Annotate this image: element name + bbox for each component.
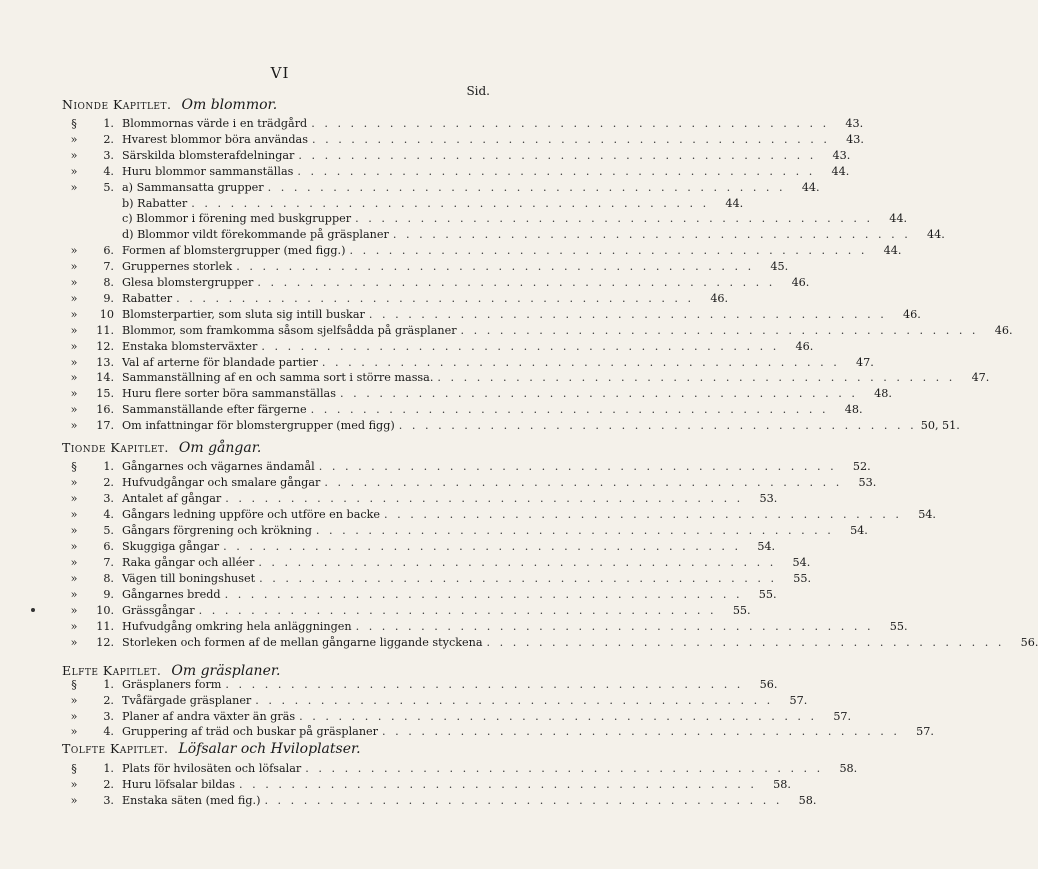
- page-reference: 44.: [725, 196, 744, 210]
- dot-leader: . . . . . . . . . . . . . . . . . . . . . . . . . . . . . . . . . . . . . . . .: [318, 460, 837, 473]
- section-title: Huru blommor sammanställas: [122, 164, 294, 178]
- section-number: 2.: [103, 778, 114, 791]
- section-number: 7.: [103, 260, 114, 274]
- section-mark: »: [70, 620, 78, 633]
- dot-leader: . . . . . . . . . . . . . . . . . . . . . . . . . . . . . . . . . . . . . . . .: [225, 492, 744, 505]
- page-reference: 52.: [852, 460, 871, 473]
- section-number: 1.: [103, 762, 114, 775]
- toc-entry: [62, 355, 874, 372]
- page-reference: 44.: [831, 164, 850, 178]
- section-number: 3.: [103, 709, 114, 723]
- page-reference: 54.: [792, 556, 811, 569]
- page-reference: 55.: [889, 620, 908, 633]
- dot-leader: . . . . . . . . . . . . . . . . . . . . . . . . . . . . . . . . . . . . . . . .: [223, 540, 742, 553]
- section-number: 1.: [103, 678, 114, 691]
- dot-leader: . . . . . . . . . . . . . . . . . . . . . . . . . . . . . . . . . . . . . . . .: [198, 604, 717, 617]
- dot-leader: . . . . . . . . . . . . . . . . . . . . . . . . . . . . . . . . . . . . . . . .: [339, 387, 858, 401]
- chapter-title: Om gångar.: [178, 440, 262, 456]
- section-title: Rabatter: [122, 291, 173, 305]
- section-number: 3.: [103, 794, 114, 807]
- page-reference: 57.: [916, 725, 934, 739]
- dot-leader: . . . . . . . . . . . . . . . . . . . . . . . . . . . . . . . . . . . . . . . .: [255, 693, 774, 707]
- toc-entry: [62, 476, 877, 492]
- section-title: Gruppering af träd och buskar på gräsplaner: [122, 725, 378, 739]
- section-mark: »: [70, 355, 78, 369]
- toc-entry: [62, 180, 820, 197]
- toc-entry: [62, 148, 851, 165]
- toc-entry: [62, 307, 921, 324]
- toc-entry: [62, 228, 945, 244]
- page-reference: 58.: [773, 778, 791, 791]
- section-title: Huru flere sorter böra sammanställas: [122, 387, 336, 401]
- column-header-sid: Sid.: [466, 84, 490, 98]
- section-mark: »: [70, 403, 78, 417]
- dot-leader: . . . . . . . . . . . . . . . . . . . . . . . . . . . . . . . . . . . . . . . .: [321, 355, 840, 369]
- section-number: 1.: [103, 117, 114, 130]
- section-title: Raka gångar och alléer: [122, 556, 255, 569]
- toc-entry: [62, 291, 729, 308]
- section-title: Blommor, som framkomma såsom sjelfsådda på gräsplaner: [122, 323, 457, 337]
- page-reference: 50, 51.: [920, 419, 960, 433]
- section-number: 6.: [103, 244, 114, 258]
- toc-entry: [62, 556, 811, 572]
- dot-leader: . . . . . . . . . . . . . . . . . . . . . . . . . . . . . . . . . . . . . . . .: [191, 196, 710, 210]
- section-number: 4.: [103, 164, 114, 178]
- toc-entry: [62, 460, 871, 476]
- dot-leader: . . . . . . . . . . . . . . . . . . . . . . . . . . . . . . . . . . . . . . . .: [392, 228, 911, 242]
- chapter-label: Elfte Kapitlet.: [62, 663, 162, 678]
- section-mark: »: [70, 339, 78, 353]
- section-title: Antalet af gångar: [122, 492, 222, 505]
- section-title: Vägen till boningshuset: [122, 572, 256, 585]
- section-title: Plats för hvilosäten och löfsalar: [122, 762, 302, 775]
- section-mark: »: [70, 524, 78, 537]
- page-reference: 46.: [791, 276, 810, 289]
- dot-leader: . . . . . . . . . . . . . . . . . . . . . . . . . . . . . . . . . . . . . . . .: [311, 132, 830, 146]
- section-title: Gångarnes bredd: [122, 588, 221, 601]
- page-reference: 57.: [833, 709, 852, 723]
- section-mark: §: [71, 117, 77, 130]
- section-mark: »: [70, 572, 78, 585]
- section-number: 7.: [103, 556, 114, 569]
- section-title: Hufvudgångar och smalare gångar: [122, 476, 321, 489]
- toc-entry: [62, 678, 778, 694]
- section-number: 16.: [96, 403, 114, 417]
- section-title: Sammanställande efter färgerne: [122, 403, 307, 417]
- page-reference: 46.: [903, 307, 921, 321]
- chapter-title: Om gräsplaner.: [171, 663, 281, 679]
- page-reference: 48.: [844, 403, 863, 417]
- section-title: Blomsterpartier, som sluta sig intill buskar: [122, 307, 365, 321]
- dot-leader: . . . . . . . . . . . . . . . . . . . . . . . . . . . . . . . . . . . . . . . .: [355, 212, 874, 226]
- chapter-label: Tolfte Kapitlet.: [62, 741, 169, 756]
- section-title: Huru löfsalar bildas: [122, 778, 235, 791]
- section-title: Hufvudgång omkring hela anläggningen: [122, 620, 352, 633]
- section-mark: »: [70, 164, 78, 178]
- toc-entry: [62, 620, 908, 636]
- stray-ink-dot: [31, 608, 35, 612]
- chapter-label: Tionde Kapitlet.: [62, 440, 169, 455]
- page-reference: 43.: [832, 148, 851, 162]
- section-mark: »: [70, 291, 78, 305]
- section-number: 2.: [103, 132, 114, 146]
- dot-leader: . . . . . . . . . . . . . . . . . . . . . . . . . . . . . . . . . . . . . . . .: [224, 588, 743, 601]
- toc-entry: [62, 604, 751, 620]
- section-title: Om infattningar för blomstergrupper (med figg): [122, 419, 395, 433]
- dot-leader: . . . . . . . . . . . . . . . . . . . . . . . . . . . . . . . . . . . . . . . .: [384, 508, 902, 521]
- section-title: Val af arterne för blandade partier: [122, 355, 318, 369]
- page-reference: 45.: [770, 260, 789, 274]
- toc-entry: [62, 403, 863, 419]
- toc-entry: [62, 636, 1038, 652]
- chapter-title: Om blommor.: [181, 97, 278, 113]
- toc-entry: [62, 164, 850, 181]
- section-mark: »: [70, 387, 78, 401]
- dot-leader: . . . . . . . . . . . . . . . . . . . . . . . . . . . . . . . . . . . . . . . .: [257, 276, 776, 289]
- toc-entry: [62, 693, 808, 710]
- toc-entry: [62, 339, 814, 356]
- page-reference: 43.: [845, 117, 864, 130]
- section-number: 8.: [103, 572, 114, 585]
- section-title: Tvåfärgade gräsplaner: [122, 693, 252, 707]
- section-mark: »: [70, 148, 78, 162]
- section-mark: »: [70, 476, 78, 489]
- dot-leader: . . . . . . . . . . . . . . . . . . . . . . . . . . . . . . . . . . . . . . . .: [267, 180, 786, 194]
- section-number: 12.: [96, 339, 114, 353]
- section-title: Blommornas värde i en trädgård: [122, 117, 308, 130]
- section-number: 8.: [103, 276, 114, 289]
- section-number: 12.: [96, 636, 114, 649]
- dot-leader: . . . . . . . . . . . . . . . . . . . . . . . . . . . . . . . . . . . . . . . .: [264, 794, 783, 807]
- dot-leader: . . . . . . . . . . . . . . . . . . . . . . . . . . . . . . . . . . . . . . . .: [368, 307, 887, 321]
- section-title: Planer af andra växter än gräs: [122, 709, 296, 723]
- section-title: Gångars ledning uppföre och utföre en backe: [122, 508, 381, 521]
- page-reference: 44.: [883, 244, 902, 258]
- page-reference: 43.: [846, 132, 864, 146]
- dot-leader: . . . . . . . . . . . . . . . . . . . . . . . . . . . . . . . . . . . . . . . .: [305, 762, 824, 775]
- toc-entry: [62, 387, 892, 403]
- dot-leader: . . . . . . . . . . . . . . . . . . . . . . . . . . . . . . . . . . . . . . . .: [258, 556, 777, 569]
- page-reference: 44.: [927, 228, 945, 242]
- toc-entry: [62, 244, 902, 260]
- dot-leader: . . . . . . . . . . . . . . . . . . . . . . . . . . . . . . . . . . . . . . . .: [259, 572, 778, 585]
- section-title: Storleken och formen af de mellan gångarne liggande styckena: [122, 636, 483, 649]
- section-title: a) Sammansatta grupper: [122, 180, 264, 194]
- page-reference: 55.: [732, 604, 751, 617]
- page-reference: 46.: [710, 291, 729, 305]
- section-number: 3.: [103, 148, 114, 162]
- section-number: 9.: [103, 291, 114, 305]
- toc-entry: [62, 540, 776, 556]
- page-reference: 47.: [971, 371, 990, 385]
- dot-leader: . . . . . . . . . . . . . . . . . . . . . . . . . . . . . . . . . . . . . . . .: [298, 148, 817, 162]
- page-number: VI: [270, 64, 290, 82]
- dot-leader: . . . . . . . . . . . . . . . . . . . . . . . . . . . . . . . . . . . . . . . .: [225, 678, 744, 691]
- section-mark: »: [70, 180, 78, 194]
- section-mark: »: [70, 588, 78, 601]
- section-mark: »: [70, 244, 78, 258]
- toc-entry: [62, 212, 908, 228]
- dot-leader: . . . . . . . . . . . . . . . . . . . . . . . . . . . . . . . . . . . . . . . .: [311, 117, 830, 130]
- section-title: d) Blommor vildt förekommande på gräsplaner: [122, 228, 389, 242]
- section-mark: »: [70, 371, 78, 385]
- section-title: Skuggiga gångar: [122, 540, 220, 553]
- dot-leader: . . . . . . . . . . . . . . . . . . . . . . . . . . . . . . . . . . . . . . . .: [382, 725, 900, 739]
- toc-entry: [62, 778, 791, 794]
- page-reference: 54.: [850, 524, 868, 537]
- dot-leader: . . . . . . . . . . . . . . . . . . . . . . . . . . . . . . . . . . . . . . . .: [437, 371, 956, 385]
- section-mark: §: [71, 460, 77, 473]
- section-number: 3.: [103, 492, 114, 505]
- section-mark: »: [70, 508, 78, 521]
- dot-leader: . . . . . . . . . . . . . . . . . . . . . . . . . . . . . . . . . . . . . . . .: [355, 620, 874, 633]
- section-title: Särskilda blomsterafdelningar: [122, 148, 295, 162]
- toc-entry: [62, 260, 789, 276]
- section-mark: »: [70, 794, 78, 807]
- section-mark: »: [70, 778, 78, 791]
- section-mark: »: [70, 419, 78, 433]
- page-reference: 44.: [801, 180, 820, 194]
- toc-entry: [62, 323, 1013, 340]
- dot-leader: . . . . . . . . . . . . . . . . . . . . . . . . . . . . . . . . . . . . . . . .: [324, 476, 843, 489]
- page-reference: 54.: [757, 540, 776, 553]
- section-mark: »: [70, 323, 78, 337]
- section-mark: »: [70, 556, 78, 569]
- section-mark: »: [70, 276, 78, 289]
- section-mark: »: [70, 540, 78, 553]
- page-reference: 46.: [994, 323, 1013, 337]
- section-title: Gruppernes storlek: [122, 260, 233, 274]
- section-mark: »: [70, 492, 78, 505]
- page-reference: 54.: [918, 508, 936, 521]
- page-reference: 53.: [858, 476, 877, 489]
- page-reference: 46.: [795, 339, 814, 353]
- toc-entry: [62, 492, 778, 508]
- page-reference: 58.: [798, 794, 817, 807]
- toc-entry: [62, 508, 936, 524]
- toc-entry: [62, 572, 812, 588]
- section-number: 11.: [96, 323, 114, 337]
- section-title: Gångars förgrening och krökning: [122, 524, 312, 537]
- chapter-heading: [62, 440, 490, 458]
- chapter-label: Nionde Kapitlet.: [62, 97, 172, 112]
- section-number: 15.: [96, 387, 114, 401]
- toc-entry: [62, 132, 864, 149]
- page-reference: 55.: [758, 588, 777, 601]
- dot-leader: . . . . . . . . . . . . . . . . . . . . . . . . . . . . . . . . . . . . . . . .: [486, 636, 1005, 649]
- section-title: c) Blommor i förening med buskgrupper: [122, 212, 352, 226]
- toc-entry: [62, 276, 810, 292]
- section-title: Sammanställning af en och samma sort i större massa.: [122, 371, 434, 385]
- section-number: 2.: [103, 476, 114, 489]
- chapter-heading: [62, 97, 490, 115]
- section-title: Formen af blomstergrupper (med figg.): [122, 244, 346, 258]
- section-mark: §: [71, 678, 77, 691]
- section-mark: »: [70, 307, 78, 321]
- toc-entry: [62, 762, 858, 778]
- toc-entry: [62, 794, 817, 810]
- section-number: 14.: [96, 371, 114, 385]
- section-mark: §: [71, 762, 77, 775]
- section-number: 10: [99, 307, 114, 321]
- chapter-heading: [62, 741, 490, 759]
- page-reference: 57.: [789, 693, 808, 707]
- section-title: b) Rabatter: [122, 196, 188, 210]
- dot-leader: . . . . . . . . . . . . . . . . . . . . . . . . . . . . . . . . . . . . . . . .: [398, 419, 917, 433]
- toc-entry: [62, 588, 777, 604]
- section-number: 13.: [96, 355, 114, 369]
- toc-entry: [62, 371, 990, 387]
- dot-leader: . . . . . . . . . . . . . . . . . . . . . . . . . . . . . . . . . . . . . . . .: [261, 339, 780, 353]
- page-reference: 48.: [874, 387, 892, 401]
- toc-entry: [62, 196, 744, 213]
- section-title: Grässgångar: [122, 604, 195, 617]
- toc-entry: [62, 725, 934, 741]
- section-number: 17.: [96, 419, 114, 433]
- toc-entry: [62, 709, 852, 726]
- dot-leader: . . . . . . . . . . . . . . . . . . . . . . . . . . . . . . . . . . . . . . . .: [297, 164, 816, 178]
- section-mark: »: [70, 725, 78, 739]
- page-reference: 56.: [1020, 636, 1038, 649]
- section-mark: »: [70, 604, 78, 617]
- page-reference: 55.: [793, 572, 812, 585]
- section-number: 5.: [103, 524, 114, 537]
- section-mark: »: [70, 636, 78, 649]
- section-number: 5.: [103, 180, 114, 194]
- section-number: 9.: [103, 588, 114, 601]
- section-title: Gångarnes och vägarnes ändamål: [122, 460, 315, 473]
- section-number: 1.: [103, 460, 114, 473]
- section-title: Enstaka säten (med fig.): [122, 794, 261, 807]
- dot-leader: . . . . . . . . . . . . . . . . . . . . . . . . . . . . . . . . . . . . . . . .: [310, 403, 829, 417]
- dot-leader: . . . . . . . . . . . . . . . . . . . . . . . . . . . . . . . . . . . . . . . .: [236, 260, 755, 274]
- dot-leader: . . . . . . . . . . . . . . . . . . . . . . . . . . . . . . . . . . . . . . . .: [315, 524, 834, 537]
- section-number: 6.: [103, 540, 114, 553]
- page-reference: 58.: [839, 762, 858, 775]
- section-title: Glesa blomstergrupper: [122, 276, 254, 289]
- section-mark: »: [70, 709, 78, 723]
- dot-leader: . . . . . . . . . . . . . . . . . . . . . . . . . . . . . . . . . . . . . . . .: [176, 291, 695, 305]
- page-reference: 47.: [856, 355, 874, 369]
- page-reference: 53.: [759, 492, 778, 505]
- toc-entry: [62, 419, 960, 435]
- page-reference: 44.: [889, 212, 908, 226]
- chapter-title: Löfsalar och Hviloplatser.: [178, 741, 361, 757]
- section-number: 2.: [103, 693, 114, 707]
- section-title: Enstaka blomsterväxter: [122, 339, 258, 353]
- section-mark: »: [70, 260, 78, 274]
- section-title: Hvarest blommor böra användas: [122, 132, 308, 146]
- dot-leader: . . . . . . . . . . . . . . . . . . . . . . . . . . . . . . . . . . . . . . . .: [460, 323, 979, 337]
- section-mark: »: [70, 132, 78, 146]
- section-mark: »: [70, 693, 78, 707]
- dot-leader: . . . . . . . . . . . . . . . . . . . . . . . . . . . . . . . . . . . . . . . .: [349, 244, 868, 258]
- section-number: 4.: [103, 725, 114, 739]
- section-number: 4.: [103, 508, 114, 521]
- toc-entry: [62, 524, 868, 540]
- section-title: Gräsplaners form: [122, 678, 222, 691]
- page-reference: 56.: [759, 678, 778, 691]
- dot-leader: . . . . . . . . . . . . . . . . . . . . . . . . . . . . . . . . . . . . . . . .: [299, 709, 818, 723]
- toc-entry: [62, 117, 864, 133]
- section-number: 11.: [96, 620, 114, 633]
- section-number: 10.: [96, 604, 114, 617]
- dot-leader: . . . . . . . . . . . . . . . . . . . . . . . . . . . . . . . . . . . . . . . .: [238, 778, 757, 791]
